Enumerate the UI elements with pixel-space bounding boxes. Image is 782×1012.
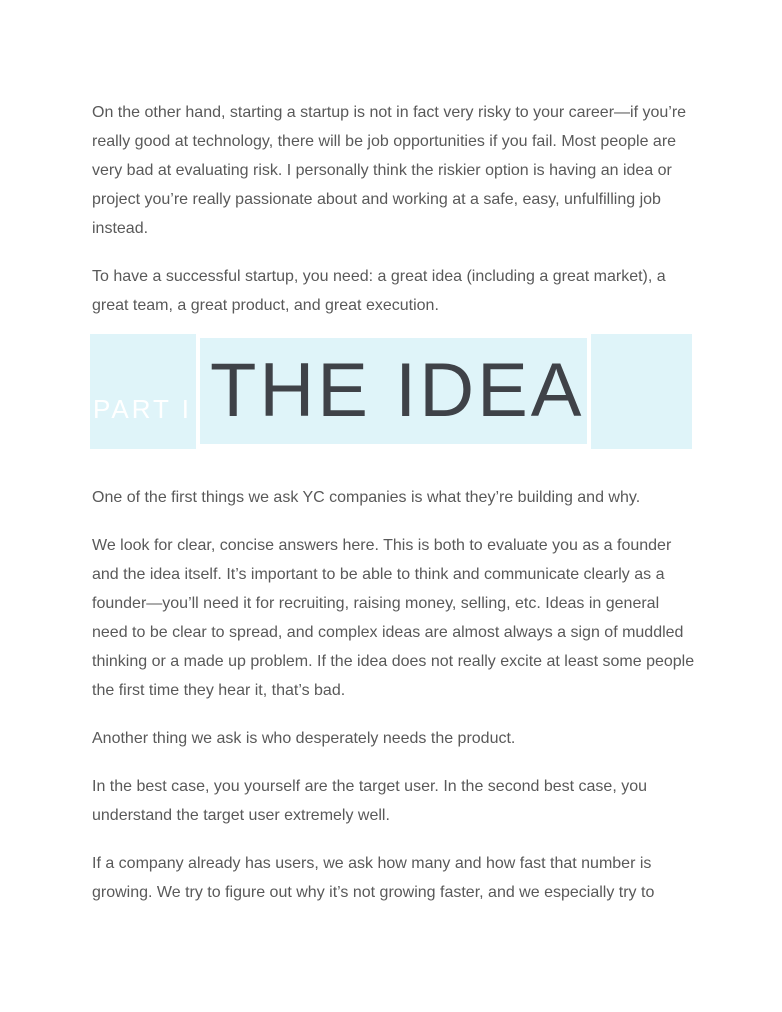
body-paragraph-2: We look for clear, concise answers here. This is both to evaluate you as a founder and the idea itself. It’s important to be able to think and communicate clearly as a founder—you’ll need it for recruiting, raising money, selling, etc. Ideas in general need to be clear to spread, and complex ideas are almost always a sign of muddled thinking or a made up problem. If the idea does not really excite at least some people the first time they hear it, that’s bad. (92, 537, 695, 699)
body-section (92, 483, 698, 926)
part-label: PART I (93, 394, 192, 424)
intro-section (92, 98, 698, 320)
body-paragraph-5: If a company already has users, we ask how many and how fast that number is growing. We try to figure out why it’s not growing faster, and we especially try to (92, 855, 655, 901)
section-banner (90, 334, 692, 449)
intro-paragraph-2: To have a successful startup, you need: a great idea (including a great market), a great team, a great product, and great execution. (92, 268, 666, 314)
intro-paragraph-1: On the other hand, starting a startup is not in fact very risky to your career—if you’re really good at technology, there will be job opportunities if you fail. Most people are very bad at evaluating risk. I personally think the riskier option is having an idea or project you’re really passionate about and working at a safe, easy, unfulfilling job instead. (92, 104, 687, 237)
body-paragraph-3: Another thing we ask is who desperately needs the product. (92, 730, 516, 747)
banner-left-block (90, 334, 196, 449)
banner-right-block (591, 334, 692, 449)
body-paragraph-4: In the best case, you yourself are the target user. In the second best case, you understand the target user extremely well. (92, 778, 647, 824)
body-paragraph-1: One of the first things we ask YC companies is what they’re building and why. (92, 489, 641, 506)
section-title: THE IDEA (210, 348, 585, 433)
